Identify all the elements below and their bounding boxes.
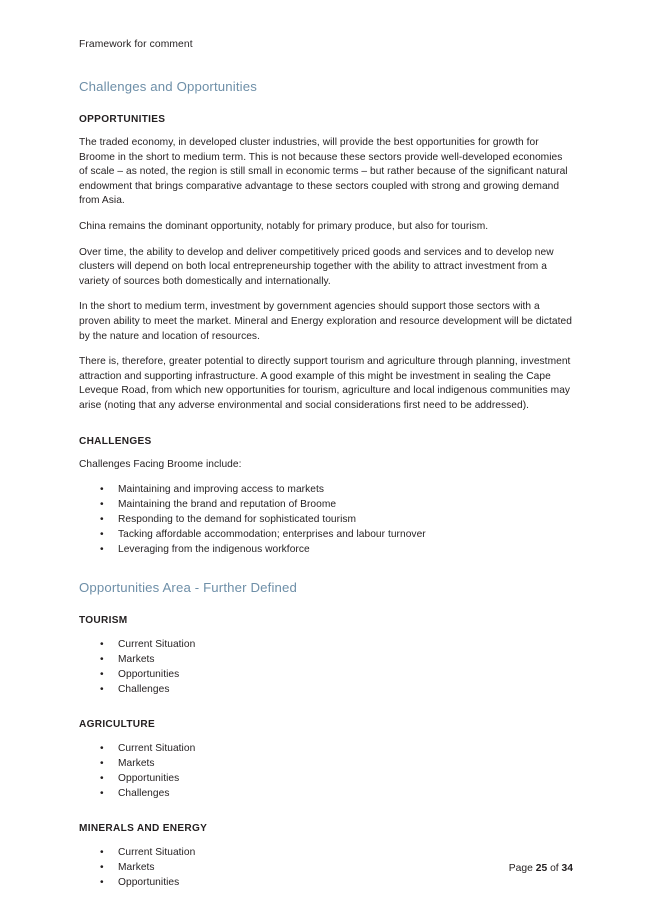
running-head: Framework for comment [79,39,193,50]
list-item [79,637,573,652]
list-item-label: Opportunities [118,773,180,785]
list-item [79,845,573,860]
bullet-icon: • [100,499,104,511]
tourism-list [79,637,573,697]
bullet-icon: • [100,758,104,770]
list-item-label: Markets [118,758,155,770]
list-item-label: Markets [118,654,155,666]
list-item [79,875,573,890]
list-item [79,682,573,697]
list-item [79,652,573,667]
bullet-icon: • [100,514,104,526]
list-item-label: Current Situation [118,847,196,859]
bullet-icon: • [100,773,104,785]
list-item [79,756,573,771]
subheading-tourism: TOURISM [79,615,128,627]
paragraph-opportunities-3: Over time, the ability to develop and deliver competitively priced goods and services and to develop new clusters will depend on both local entrepreneurship together with the ability to attract investment from a variety of sources both domestically and internationally. [79,246,554,287]
bullet-icon: • [100,743,104,755]
agriculture-list [79,741,573,801]
subheading-agriculture: AGRICULTURE [79,719,156,731]
subheading-opportunities: OPPORTUNITIES [79,114,166,125]
list-item-label: Opportunities [118,669,180,681]
section-heading-opportunities-area: Opportunities Area - Further Defined [79,580,297,596]
footer-of-word: of [550,863,559,874]
list-item-label: Challenges [118,684,170,696]
section-heading-challenges-and-opportunities: Challenges and Opportunities [79,79,257,94]
bullet-icon: • [100,684,104,696]
bullet-icon: • [100,669,104,681]
list-item-label: Tacking affordable accommodation; enterprises and labour turnover [118,529,426,541]
bullet-icon: • [100,639,104,651]
bullet-icon: • [100,862,104,874]
paragraph-opportunities-5: There is, therefore, greater potential to directly support tourism and agriculture through planning, investment attraction and supporting infrastructure. A good example of this might be investment in sealing the Cape Leveque Road, from which new opportunities for tourism, agriculture and local indigenous communities may arise (noting that any adverse environmental and social considerations first need to be addressed). [79,356,571,411]
list-item [79,482,573,497]
paragraph-opportunities-4: In the short to medium term, investment by government agencies should support those sectors with a proven ability to meet the market. Mineral and Energy exploration and resource development will be dictated by the nature and location of resources. [79,301,572,342]
list-item-label: Maintaining the brand and reputation of Broome [118,499,337,511]
list-item-label: Markets [118,862,155,874]
challenges-list [79,482,573,557]
list-item-label: Current Situation [118,639,196,651]
list-item [79,497,573,512]
footer-page-word: Page [508,863,533,874]
list-item-label: Challenges [118,788,170,800]
list-item [79,527,573,542]
list-item-label: Leveraging from the indigenous workforce [118,544,310,556]
list-item [79,667,573,682]
bullet-icon: • [100,544,104,556]
list-item-label: Opportunities [118,877,180,889]
list-item [79,542,573,557]
bullet-icon: • [100,484,104,496]
subheading-challenges: CHALLENGES [79,435,152,447]
list-item-label: Current Situation [118,743,196,755]
bullet-icon: • [100,788,104,800]
list-item [79,786,573,801]
bullet-icon: • [100,529,104,541]
subheading-minerals-and-energy: MINERALS AND ENERGY [79,823,208,835]
paragraph-opportunities-1: The traded economy, in developed cluster industries, will provide the best opportunities for growth for Broome in the short to medium term. This is not because these sectors provide well-developed economies of scale – as noted, the region is still small in economic terms – but rather because of the significant natural endowment that brings comparative advantage to these sectors coupled with strong and growing demand from Asia. [79,137,568,207]
list-item [79,771,573,786]
challenges-lead-in: Challenges Facing Broome include: [79,458,242,470]
footer-page-number: 25 [535,863,548,874]
page-footer [79,862,573,876]
list-item-label: Maintaining and improving access to markets [118,484,324,496]
list-item-label: Responding to the demand for sophisticated tourism [118,514,357,526]
bullet-icon: • [100,847,104,859]
bullet-icon: • [100,877,104,889]
list-item [79,741,573,756]
footer-total-pages: 34 [561,863,573,874]
bullet-icon: • [100,654,104,666]
paragraph-opportunities-2: China remains the dominant opportunity, notably for primary produce, but also for tourism. [79,220,489,232]
list-item [79,512,573,527]
